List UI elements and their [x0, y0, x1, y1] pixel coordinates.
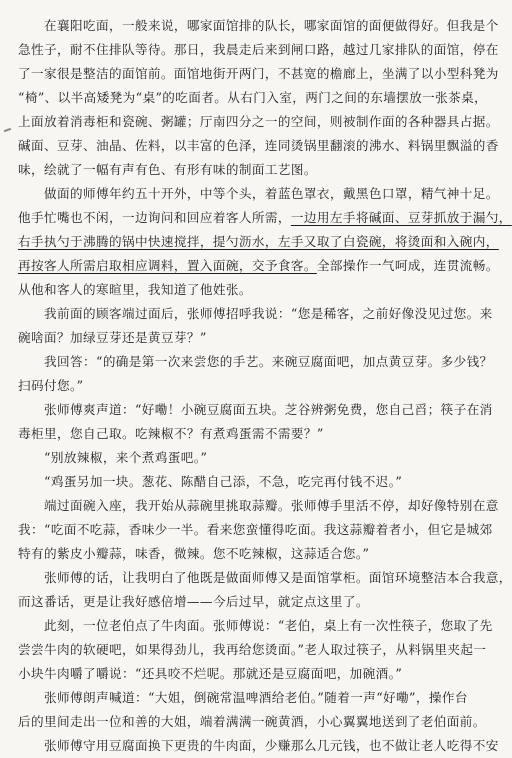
text-line: 了一家很是整洁的面馆前。面馆地街开两门，不甚宽的檐廊上，坐满了以小型科凳为: [18, 66, 499, 81]
underlined-text: 再按客人所需启取相应调料，置入面碗，交予食客。: [18, 258, 317, 273]
text-line: 急性子，耐不住排队等待。那日，我晨走后来到闸口路，越过几家排队的面馆，停在: [18, 42, 499, 57]
paragraph-2: [18, 182, 512, 302]
paragraph-5: [18, 398, 493, 446]
text-line: “椅”、以半高矮凳为“桌”的吃面者。从右门入室，两门之间的东墙摆放一张茶桌，: [18, 90, 488, 105]
paragraph-9: [18, 566, 512, 614]
text-line: [18, 230, 499, 254]
text-line: 张师傅朗声喊道：“大姐，倒碗常温啤酒给老伯。”随着一声“好嘞”，操作台: [44, 690, 468, 705]
text-line: 从他和客人的寒暄里，我知道了他姓张。: [18, 282, 252, 297]
text-line: 张师傅爽声道：“好嘞！小碗豆腐面五块。芝谷辨粥免费，您自己舀；筷子在消: [44, 402, 493, 417]
paragraph-1: [18, 14, 499, 182]
pencil-mark: [4, 128, 11, 132]
text-line: 张师傅守用豆腐面换下更贵的牛肉面，少赚那么几元钱，也不做让老人吃得不安: [44, 738, 499, 753]
text-line: 碱面、豆芽、油晶、佐料，以丰富的色泽，连同烫锅里翻滚的沸水、料锅里飘溢的香: [18, 138, 499, 153]
text-line: 张师傅的话，让我明白了他既是做面师傅又是面馆掌柜。面馆环境整洁本合我意，: [44, 570, 512, 585]
text-line: 我回答：“的确是第一次来尝您的手艺。来碗豆腐面吧，加点黄豆芽。多少钱？: [44, 354, 493, 369]
paragraph-3: [18, 302, 493, 350]
text-line: 此刻，一位老伯点了牛肉面。张师傅说：“老伯，桌上有一次性筷子，您取了先: [44, 618, 493, 633]
text-line: 小块牛肉嚼了嚼说：“还具咬不烂呢。那就还是豆腐面吧，加碗酒。”: [18, 666, 403, 681]
text-line: 而这番话，更是让我好感倍增——今后过早，就定点这里了。: [18, 594, 369, 609]
text-line: [18, 254, 499, 278]
text-segment: 他手忙嘴也不闲，一边询问和回应着客人所需，: [18, 210, 291, 225]
text-line: 扫码付您。”: [18, 378, 84, 393]
text-line: [18, 206, 512, 230]
text-line: 尝尝牛肉的软硬吧，如果得劲儿，我再给您烫面。”老人取过筷子，从料锅里夹起一: [18, 642, 487, 657]
text-segment: 全部操作一气呵成，连贯流畅。: [316, 258, 499, 273]
paragraph-8: [18, 494, 499, 566]
underlined-text: 右手执勺于沸腾的锅中快速搅拌，提勺沥水，左手又取了白瓷碗，将烫面和入碗内，: [18, 234, 499, 249]
paragraph-6: [18, 446, 482, 470]
text-line: 做面的师傅年约五十开外，中等个头，着蓝色罩衣，戴黑色口罩，精气神十足。: [44, 186, 499, 201]
text-line: 端过面碗入座，我开始从蒜碗里挑取蒜瓣。张师傅手里活不停，却好像特别在意: [44, 498, 499, 513]
text-line: 后的里间走出一位和善的大姐，端着满满一碗黄酒，小心翼翼地送到了老伯面前。: [18, 714, 486, 729]
paragraph-11: [18, 686, 486, 734]
paragraph-10: [18, 614, 493, 686]
text-line: 我前面的顾客端过面后，张师傅招呼我说：“您是稀客，之前好像没见过您。来: [44, 306, 493, 321]
text-line: “鸡蛋另加一块。葱花、陈醋自己添，不急，吃完再付钱不迟。”: [44, 474, 403, 489]
text-line: 特有的紫皮小瓣蒜，味香，微辣。您不吃辣椒，这蒜适合您。”: [18, 546, 370, 561]
underlined-text: 一边用左手将碱面、豆芽抓放于漏勺，: [290, 210, 512, 225]
text-line: “别放辣椒，来个煮鸡蛋吧。”: [44, 450, 208, 465]
text-line: 味，绘就了一幅有声有色、有形有味的制面工艺图。: [18, 162, 317, 177]
paragraph-4: [18, 350, 493, 398]
text-line: 碗啥面？加绿豆芽还是黄豆芽？”: [18, 330, 207, 345]
text-line: 我：“吃面不吃蒜，香味少一半。看来您蛮懂得吃面。我这蒜瓣着者小，但它是城郊: [18, 522, 493, 537]
text-line: 在襄阳吃面，一般来说，哪家面馆排的队长，哪家面馆的面便做得好。但我是个: [44, 18, 499, 33]
paragraph-7: [18, 470, 482, 494]
text-line: 上面放着消毒柜和瓷碗、粥罐；厅南四分之一的空间，则被制作面的各种器具占据。: [18, 114, 499, 129]
text-line: 毒柜里，您自己取。吃辣椒不？有煮鸡蛋需不需要？”: [18, 426, 324, 441]
paragraph-12: [18, 734, 499, 758]
